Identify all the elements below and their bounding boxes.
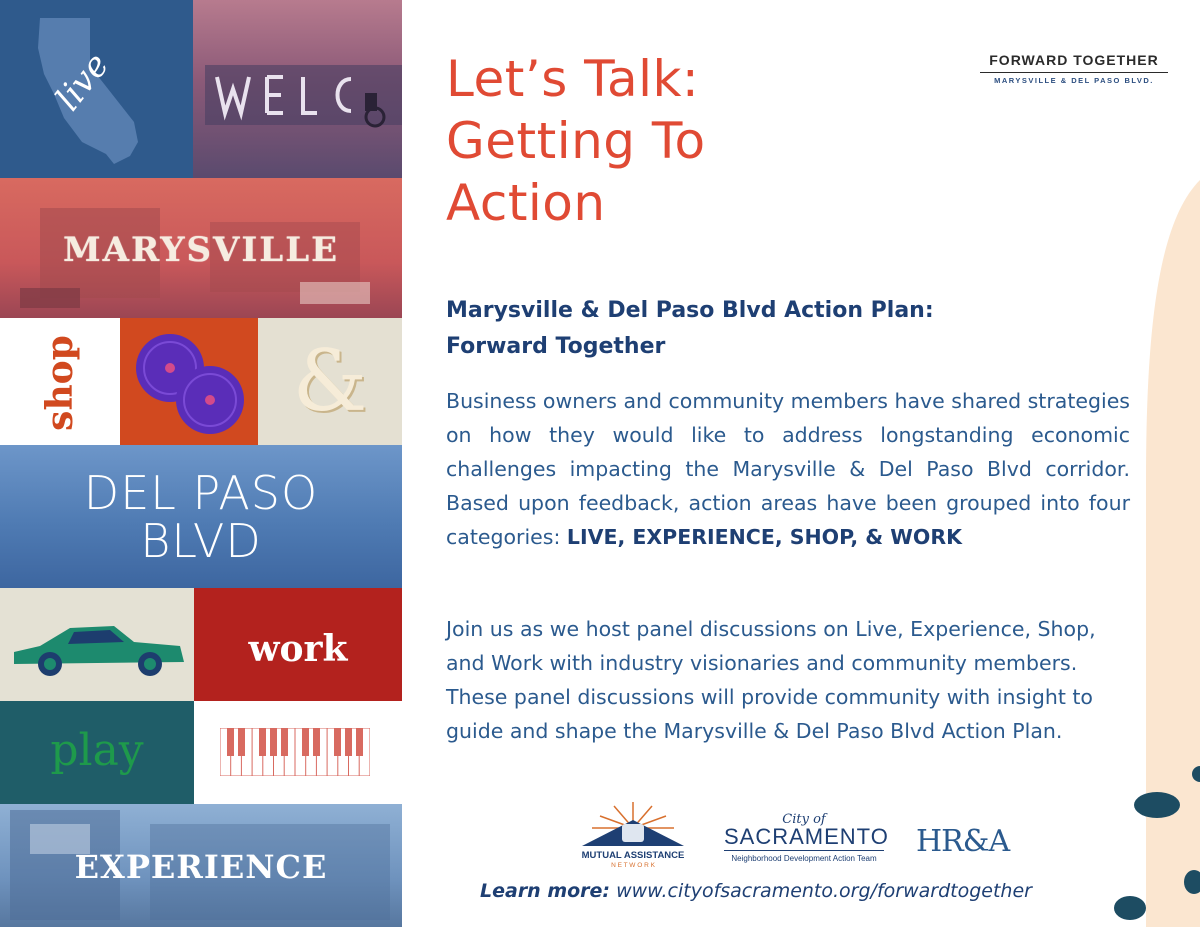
delpaso-line1: DEL PASO xyxy=(83,466,319,520)
teal-dot-decoration xyxy=(1184,870,1200,894)
sunburst-icon xyxy=(572,800,694,852)
delpaso-word xyxy=(0,466,402,568)
intro-paragraph xyxy=(446,384,1130,554)
teal-dot-decoration xyxy=(1134,792,1180,818)
sac-name: SACRAMENTO xyxy=(724,824,889,849)
classic-car-icon xyxy=(10,612,188,678)
intro-text: Business owners and community members have shared strategies on how they would like to address longstanding economic challenges impacting the Marysville & Del Paso Blvd corridor. Based upon feedback, action areas have been grouped into four categories: xyxy=(446,389,1130,549)
learn-more-link[interactable]: www.cityofsacramento.org/forwardtogether xyxy=(616,880,1032,902)
teal-dot-decoration xyxy=(1114,896,1146,920)
marysville-word: MARYSVILLE xyxy=(62,230,340,270)
experience-word: EXPERIENCE xyxy=(74,848,328,886)
collage xyxy=(0,0,402,927)
marysville-tile xyxy=(0,178,402,318)
vinyl-records-icon xyxy=(120,318,258,445)
headline-line2: Getting To xyxy=(446,112,706,170)
forward-together-logo xyxy=(980,52,1168,85)
partner-logos xyxy=(572,800,1012,878)
sac-city-of: City of xyxy=(782,812,826,827)
welcome-sign-photo xyxy=(193,0,402,178)
subhead-line1: Marysville & Del Paso Blvd Action Plan: xyxy=(446,298,934,323)
piano-keys-icon xyxy=(220,728,370,776)
man-line2: N E T W O R K xyxy=(611,862,655,869)
shop-word: shop xyxy=(39,335,81,431)
headline xyxy=(446,48,806,234)
headline-line3: Action xyxy=(446,174,606,232)
sac-team: Neighborhood Development Action Team xyxy=(731,854,877,863)
live-tile xyxy=(0,0,193,178)
man-line1: MUTUAL ASSISTANCE xyxy=(581,850,685,861)
vinyl-tile xyxy=(120,318,258,445)
work-tile xyxy=(194,588,402,701)
ampersand-word: & xyxy=(292,332,368,430)
car-tile xyxy=(0,588,194,701)
city-of-sacramento-logo xyxy=(724,812,889,863)
learn-more-label: Learn more: xyxy=(480,880,611,902)
learn-more xyxy=(480,880,1080,902)
work-word: work xyxy=(248,628,348,670)
panel-paragraph: Join us as we host panel discussions on Live, Experience, Shop, and Work with industry visionaries and community members. These panel discussions will provide community with insight to guide and shape the Marysville & Del Paso Blvd Action Plan. xyxy=(446,617,1096,743)
categories-emphasis: LIVE, EXPERIENCE, SHOP, & WORK xyxy=(566,525,963,549)
mutual-assistance-network-logo xyxy=(572,800,694,876)
play-tile xyxy=(0,701,194,804)
hra-logo: HR&A xyxy=(916,824,1010,859)
headline-line1: Let’s Talk: xyxy=(446,50,700,108)
brand-title: FORWARD TOGETHER xyxy=(989,52,1159,68)
shop-tile xyxy=(0,318,120,445)
subhead xyxy=(446,293,1046,365)
ampersand-tile xyxy=(258,318,402,445)
live-word: live xyxy=(47,45,118,119)
brand-divider xyxy=(980,72,1168,73)
subhead-line2: Forward Together xyxy=(446,334,666,359)
play-word: play xyxy=(50,725,144,776)
welcome-letters-image xyxy=(205,55,402,135)
experience-tile xyxy=(0,804,402,927)
delpaso-line2: BLVD xyxy=(140,514,262,568)
piano-tile xyxy=(194,701,402,804)
brand-subtitle: MARYSVILLE & DEL PASO BLVD. xyxy=(994,76,1154,85)
delpaso-tile xyxy=(0,445,402,588)
